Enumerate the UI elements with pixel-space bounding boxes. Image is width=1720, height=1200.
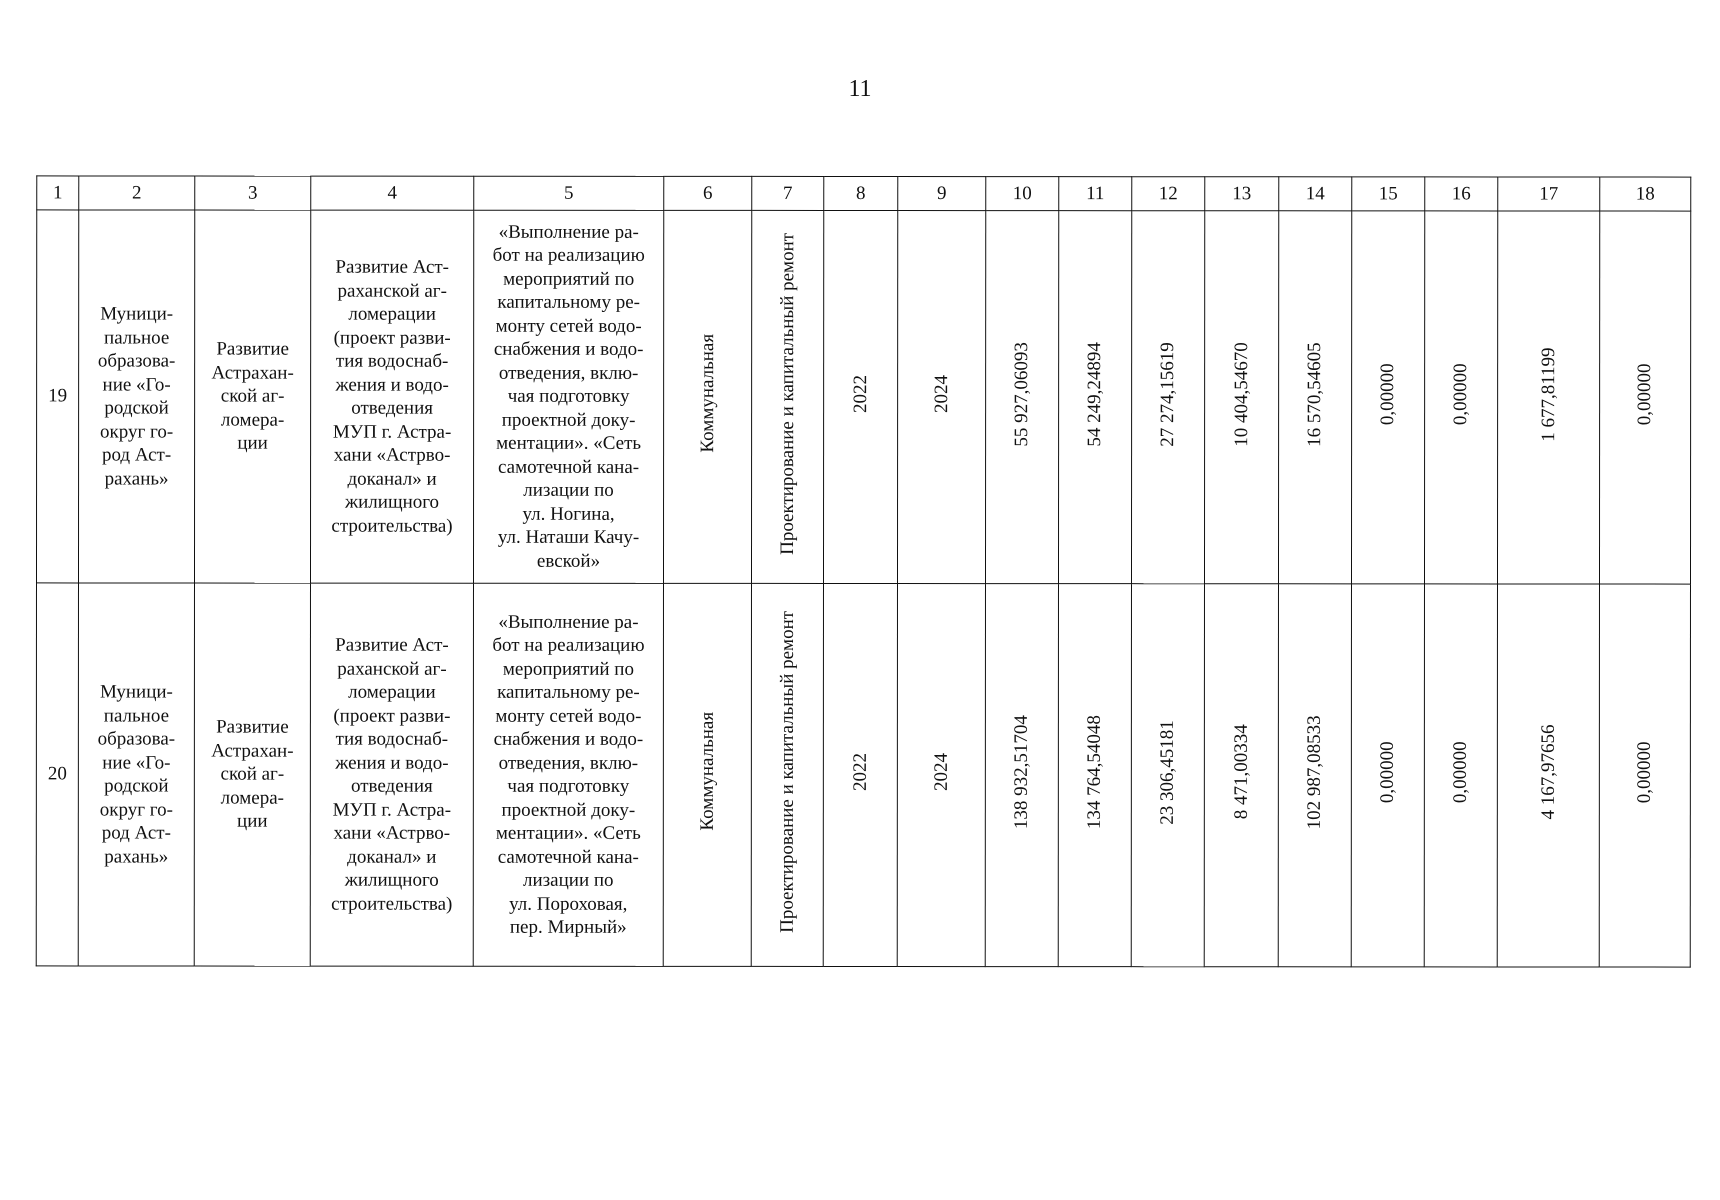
header-cell-18: 18 xyxy=(1600,177,1691,211)
value-cell-11 xyxy=(1058,584,1131,967)
value-text-15: 0,00000 xyxy=(1376,741,1398,803)
value-cell-18 xyxy=(1599,584,1690,967)
sphere-text: Коммунальная xyxy=(696,712,718,831)
sphere-cell xyxy=(663,583,751,966)
value-cell-12 xyxy=(1131,211,1204,584)
value-cell-17 xyxy=(1497,211,1599,584)
header-cell-12: 12 xyxy=(1132,177,1205,211)
work-type-cell xyxy=(751,210,823,583)
start-year-cell xyxy=(823,210,897,583)
header-cell-9: 9 xyxy=(898,177,986,211)
header-cell-17: 17 xyxy=(1498,177,1600,211)
header-cell-3: 3 xyxy=(195,176,311,210)
activity-text: «Выполнение ра- бот на реализацию мероприятий по капитальному ре- монту сетей водо- снабжения и водо- отведения, вклю- чая подготовку проектной доку- ментации». «Сеть самотечной кана- лизации по ул. Пороховая, пер. Мирный» xyxy=(492,611,645,938)
project-text: Развитие Аст- раханской аг- ломерации (проект разви- тия водоснаб- жения и водо- отведения МУП г. Астра- хани «Астрво- доканал» и жилищного строительства) xyxy=(331,256,453,537)
header-cell-8: 8 xyxy=(824,176,898,210)
header-cell-4: 4 xyxy=(311,176,474,210)
value-text-16: 0,00000 xyxy=(1450,363,1472,426)
value-cell-10 xyxy=(985,584,1058,967)
value-cell-16 xyxy=(1424,211,1497,584)
header-cell-6: 6 xyxy=(664,176,752,210)
value-cell-15 xyxy=(1351,211,1424,584)
header-cell-11: 11 xyxy=(1059,177,1132,211)
header-cell-2: 2 xyxy=(79,176,195,210)
activity-cell xyxy=(473,210,663,583)
value-text-10: 138 932,51704 xyxy=(1010,714,1032,829)
header-cell-16: 16 xyxy=(1425,177,1498,211)
value-text-13: 10 404,54670 xyxy=(1230,341,1252,447)
header-cell-1: 1 xyxy=(37,176,79,210)
value-text-12: 23 306,45181 xyxy=(1156,719,1178,825)
program-text: Развитие Астрахан- ской аг- ломера- ции xyxy=(211,716,294,832)
municipality-cell xyxy=(78,210,194,583)
work-type-text: Проектирование и капитальный ремонт xyxy=(776,232,798,555)
end-year-text: 2024 xyxy=(930,752,952,791)
activity-text: «Выполнение ра- бот на реализацию мероприятий по капитальному ре- монту сетей водо- снабжения и водо- отведения, вклю- чая подготовку проектной доку- ментации». «Сеть самотечной кана- лизации по ул. Ногина, ул. Наташи Качу- евской» xyxy=(492,221,645,572)
project-cell xyxy=(310,583,473,966)
project-text: Развитие Аст- раханской аг- ломерации (проект разви- тия водоснаб- жения и водо- отведения МУП г. Астра- хани «Астрво- доканал» и жилищного строительства) xyxy=(331,634,453,915)
value-cell-10 xyxy=(985,211,1058,584)
page-number: 11 xyxy=(848,76,872,102)
value-text-14: 102 987,08533 xyxy=(1303,715,1325,830)
header-cell-7: 7 xyxy=(752,176,824,210)
table-row xyxy=(36,210,1690,584)
value-cell-18 xyxy=(1599,211,1690,584)
value-text-15: 0,00000 xyxy=(1377,363,1399,425)
value-text-13: 8 471,00334 xyxy=(1230,724,1252,820)
municipality-text: Муници- пальное образова- ние «Го- родской округ го- род Аст- рахань» xyxy=(97,303,176,490)
value-cell-13 xyxy=(1204,211,1278,584)
activity-cell xyxy=(473,583,663,966)
value-text-18: 0,00000 xyxy=(1634,363,1656,426)
program-cell xyxy=(194,210,310,583)
start-year-text: 2022 xyxy=(849,374,871,413)
work-type-text: Проектирование и капитальный ремонт xyxy=(776,610,798,933)
value-cell-12 xyxy=(1131,584,1204,967)
value-cell-14 xyxy=(1278,584,1351,967)
value-cell-16 xyxy=(1424,584,1497,967)
value-text-16: 0,00000 xyxy=(1449,741,1471,804)
project-cell xyxy=(310,210,473,583)
value-text-17: 1 677,81199 xyxy=(1537,347,1559,442)
sphere-text: Коммунальная xyxy=(696,334,718,453)
end-year-text: 2024 xyxy=(930,374,952,413)
value-text-10: 55 927,06093 xyxy=(1011,341,1033,447)
data-table xyxy=(36,175,1692,967)
value-text-11: 54 249,24894 xyxy=(1084,341,1106,447)
value-text-12: 27 274,15619 xyxy=(1157,341,1179,447)
value-cell-13 xyxy=(1204,584,1278,967)
sphere-cell xyxy=(663,210,751,583)
value-text-18: 0,00000 xyxy=(1633,741,1655,804)
start-year-text: 2022 xyxy=(849,752,871,791)
program-text: Развитие Астрахан- ской аг- ломера- ции xyxy=(211,338,294,454)
work-type-cell xyxy=(751,583,823,966)
end-year-cell xyxy=(897,584,985,967)
header-row xyxy=(37,176,1691,211)
start-year-cell xyxy=(823,583,897,966)
value-text-17: 4 167,97656 xyxy=(1537,724,1559,820)
value-text-11: 134 764,54048 xyxy=(1083,714,1105,829)
municipality-text: Муници- пальное образова- ние «Го- родской округ го- род Аст- рахань» xyxy=(97,681,176,868)
end-year-cell xyxy=(897,211,985,584)
value-cell-14 xyxy=(1278,211,1351,584)
row-number: 19 xyxy=(36,210,78,583)
value-text-14: 16 570,54605 xyxy=(1304,341,1326,447)
header-cell-14: 14 xyxy=(1279,177,1352,211)
header-cell-15: 15 xyxy=(1352,177,1425,211)
value-cell-11 xyxy=(1058,211,1131,584)
value-cell-17 xyxy=(1497,584,1599,967)
municipality-cell xyxy=(78,583,194,966)
program-cell xyxy=(194,583,310,966)
header-cell-10: 10 xyxy=(986,177,1059,211)
row-number: 20 xyxy=(36,583,78,966)
table-row xyxy=(36,583,1690,967)
header-cell-13: 13 xyxy=(1205,177,1279,211)
header-cell-5: 5 xyxy=(474,176,664,210)
value-cell-15 xyxy=(1351,584,1424,967)
